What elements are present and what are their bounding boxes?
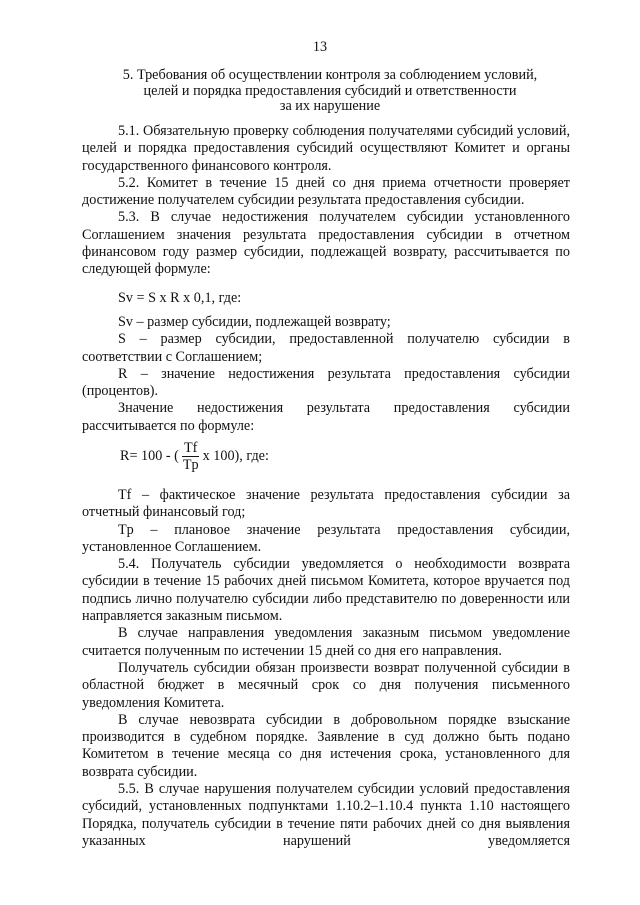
paragraph-5-3: 5.3. В случае недостижения получателем субсидии установленного Соглашением значения результата предоставления субсидии в отчетном финансовом году размер субсидии, подлежащей возврату, рассчитывается по следующей формуле:	[82, 209, 570, 278]
formula-r-fraction	[181, 440, 201, 473]
paragraph-5-2: 5.2. Комитет в течение 15 дней со дня приема отчетности проверяет достижение получателем субсидии результата предоставления субсидии.	[82, 174, 570, 209]
formula-r-legend	[82, 487, 570, 850]
paragraph-5-4: 5.4. Получатель субсидии уведомляется о необходимости возврата субсидии в течение 15 рабочих дней письмом Комитета, которое вручается под подпись лично получателю субсидии либо представителю по доверенности или направляется заказным письмом.	[82, 556, 570, 625]
page-number: 13	[312, 39, 328, 55]
legend-tf: Tf – фактическое значение результата предоставления субсидии за отчетный финансовый год;	[82, 487, 570, 521]
formula-r-suffix: x 100), где:	[202, 447, 269, 464]
heading-line-2: целей и порядка предоставления субсидий и ответственности	[143, 82, 517, 99]
heading-line-1: 5. Требования об осуществлении контроля за соблюдением условий,	[122, 67, 538, 83]
fraction-numerator: Tf	[184, 440, 198, 456]
paragraph-court-recovery: В случае невозврата субсидии в добровольном порядке взыскание производится в судебном порядке. Заявление в суд должно быть подано Комитетом в течение месяца со дня истечения срока, установленного для возврата субсидии.	[82, 711, 570, 780]
fraction-denominator: Tp	[182, 457, 199, 473]
paragraph-refund-obligation: Получатель субсидии обязан произвести возврат полученной субсидии в областной бюджет в месячный срок со дня получения письменного уведомления Комитета.	[82, 659, 570, 711]
formula-sv: Sv = S x R x 0,1, где:	[118, 290, 242, 306]
body-top	[82, 123, 570, 279]
formula-r-prefix: R= 100 - (	[120, 447, 179, 464]
legend-sv: Sv – размер субсидии, подлежащей возврату;	[118, 314, 391, 330]
paragraph-registered-mail: В случае направления уведомления заказным письмом уведомление считается полученным по истечении 15 дней со дня его направления.	[82, 625, 570, 659]
section-heading	[80, 68, 580, 115]
legend-r: R – значение недостижения результата предоставления субсидии (процентов).	[82, 365, 570, 400]
heading-line-3: за их нарушение	[279, 98, 381, 114]
paragraph-5-1: 5.1. Обязательную проверку соблюдения получателями субсидий условий, целей и порядка предоставления субсидий осуществляют Комитет и органы государственного финансового контроля.	[82, 123, 570, 174]
formula-r	[120, 440, 269, 473]
formula-sv-legend	[82, 314, 570, 435]
paragraph-5-5: 5.5. В случае нарушения получателем субсидии условий предоставления субсидий, установленных подпунктами 1.10.2–1.10.4 пункта 1.10 настоящего Порядка, получатель субсидии в течение пяти рабочих дней со дня выявления указанных нарушений уведомляется	[82, 781, 570, 849]
legend-s: S – размер субсидии, предоставленной получателю субсидии в соответствии с Соглашением;	[82, 331, 570, 365]
legend-tp: Tp – плановое значение результата предоставления субсидии, установленное Соглашением.	[82, 521, 570, 555]
paragraph-r-intro: Значение недостижения результата предоставления субсидии рассчитывается по формуле:	[82, 400, 570, 434]
